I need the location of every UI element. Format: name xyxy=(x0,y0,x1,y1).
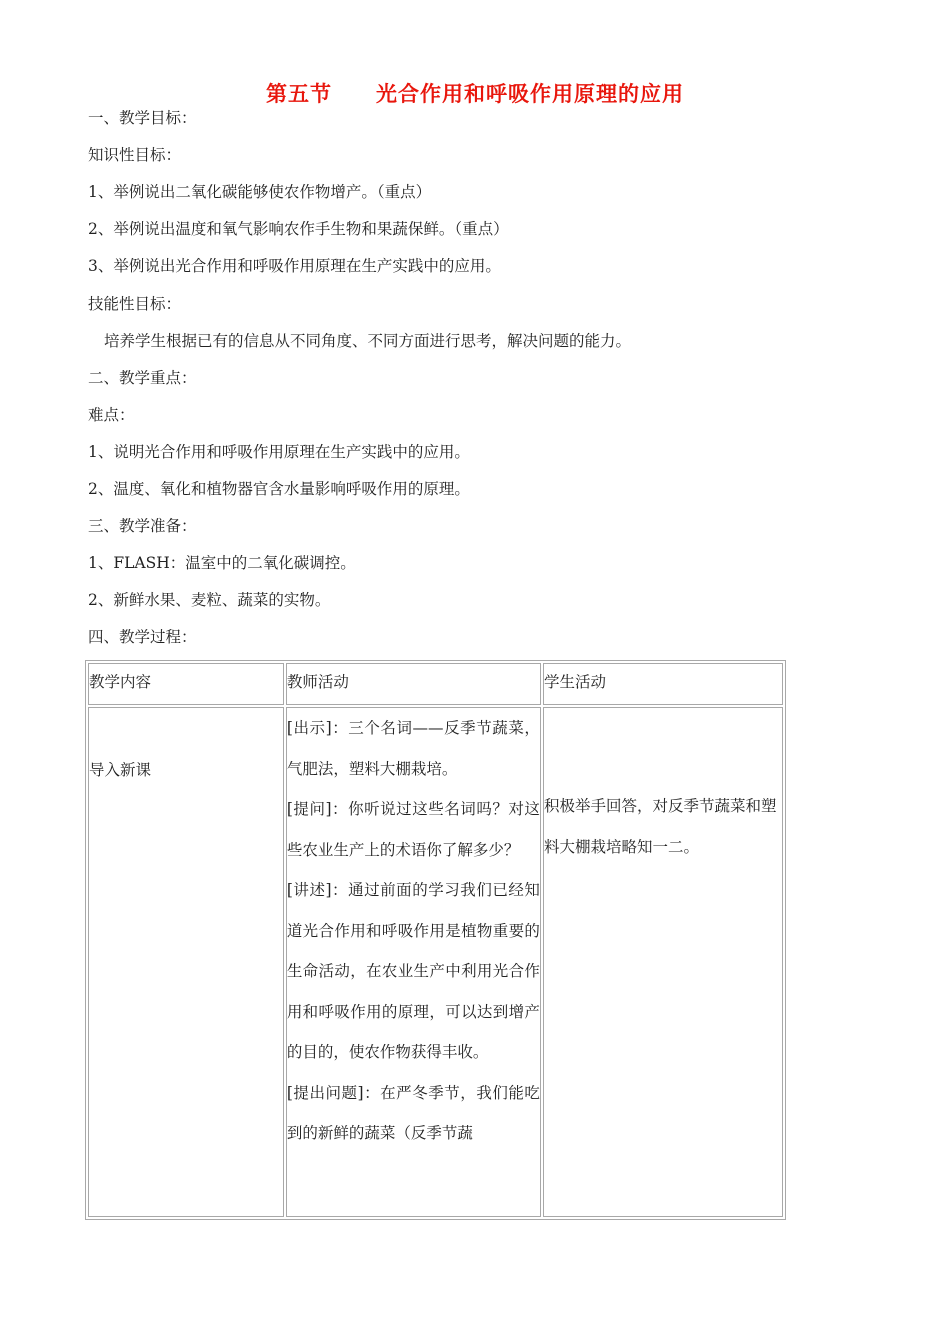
teacher-ask: [提问]：你听说过这些名词吗？对这些农业生产上的术语你了解多少？ xyxy=(286,800,540,859)
header-student: 学生活动 xyxy=(543,663,783,705)
preparation-item-2: 2、新鲜水果、麦粒、蔬菜的实物。 xyxy=(88,591,331,609)
section-title: 光合作用和呼吸作用原理的应用 xyxy=(376,81,684,106)
knowledge-item-3: 3、举例说出光合作用和呼吸作用原理在生产实践中的应用。 xyxy=(88,257,501,275)
knowledge-item-1: 1、举例说出二氧化碳能够使农作物增产。（重点） xyxy=(88,183,432,201)
cell-teacher xyxy=(286,707,541,1217)
heading-process: 四、教学过程： xyxy=(88,628,197,646)
difficulty-item-2: 2、温度、氧化和植物器官含水量影响呼吸作用的原理。 xyxy=(88,480,470,498)
section-number: 第五节 xyxy=(266,81,332,106)
table-row xyxy=(88,707,783,1217)
skill-item: 培养学生根据已有的信息从不同角度、不同方面进行思考，解决问题的能力。 xyxy=(104,332,632,350)
preparation-item-1: 1、FLASH：温室中的二氧化碳调控。 xyxy=(88,554,356,572)
teacher-show: [出示]：三个名词——反季节蔬菜，气肥法，塑料大棚栽培。 xyxy=(286,719,540,778)
cell-student: 积极举手回答，对反季节蔬菜和塑料大棚栽培略知一二。 xyxy=(543,707,783,1217)
heading-skill: 技能性目标： xyxy=(88,295,182,313)
heading-key-points: 二、教学重点： xyxy=(88,369,197,387)
page-title xyxy=(0,78,950,108)
knowledge-item-2: 2、举例说出温度和氧气影响农作手生物和果蔬保鲜。（重点） xyxy=(88,220,509,238)
table-header-row xyxy=(88,663,783,705)
lesson-table xyxy=(85,660,786,1220)
heading-preparation: 三、教学准备： xyxy=(88,517,197,535)
header-teacher: 教师活动 xyxy=(286,663,541,705)
teacher-question: [提出问题]：在严冬季节，我们能吃到的新鲜的蔬菜（反季节蔬 xyxy=(286,1083,540,1142)
heading-knowledge: 知识性目标： xyxy=(88,146,182,164)
difficulty-item-1: 1、说明光合作用和呼吸作用原理在生产实践中的应用。 xyxy=(88,443,470,461)
heading-objectives: 一、教学目标： xyxy=(88,109,197,127)
cell-content: 导入新课 xyxy=(88,707,284,1217)
teacher-narrate: [讲述]：通过前面的学习我们已经知道光合作用和呼吸作用是植物重要的生命活动，在农业生产中利用光合作用和呼吸作用的原理，可以达到增产的目的，使农作物获得丰收。 xyxy=(286,881,540,1061)
header-content: 教学内容 xyxy=(88,663,284,705)
heading-difficulties: 难点： xyxy=(88,406,135,424)
